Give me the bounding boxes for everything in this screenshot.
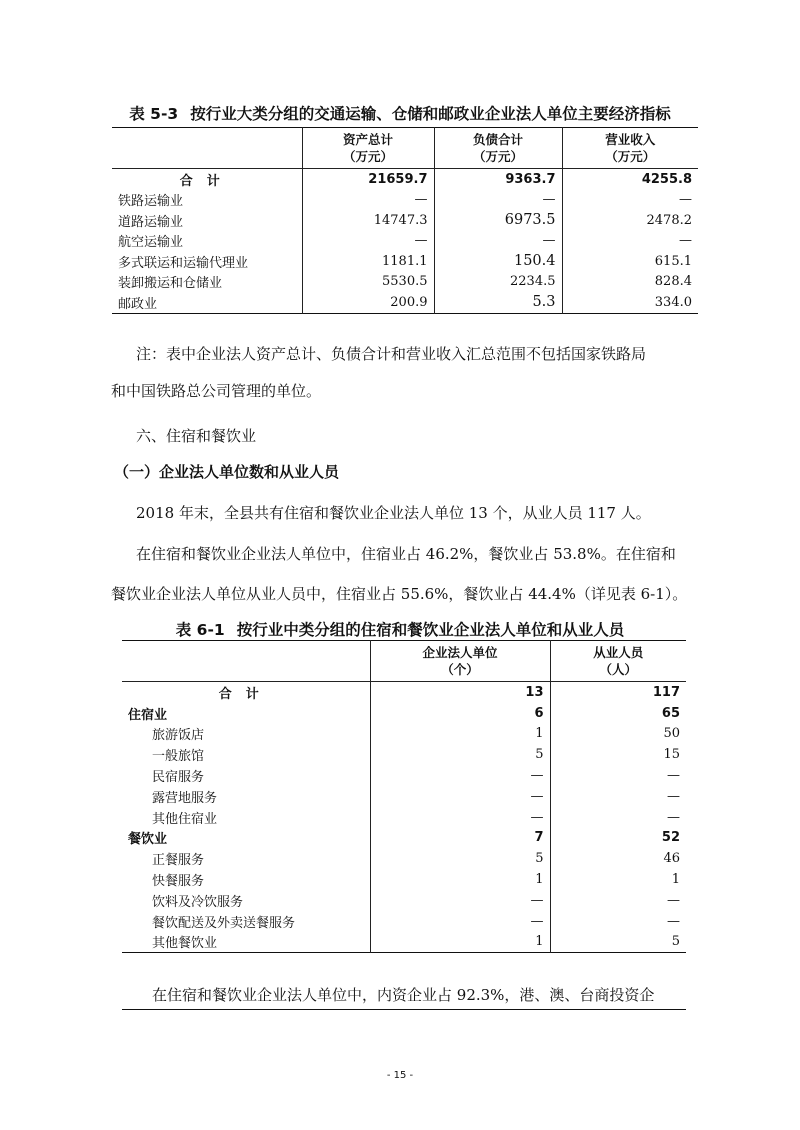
col-header-revenue: 营业收入 （万元） — [562, 128, 698, 169]
table-6-1-title: 按行业中类分组的住宿和餐饮业企业法人单位和从业人员 — [236, 621, 625, 639]
paragraph-1: 2018 年末，全县共有住宿和餐饮业企业法人单位 13 个，从业人员 117 人。 — [136, 504, 651, 522]
paragraph-2-line-2: 餐饮业企业法人单位从业人员中，住宿业占 55.6%，餐饮业占 44.4%（详见表 6-1）。 — [111, 585, 688, 603]
col-header-liabilities: 负债合计 （万元） — [434, 128, 562, 169]
note-line-2: 和中国铁路总公司管理的单位。 — [111, 382, 322, 400]
table-row: 装卸搬运和仓储业 5530.5 2234.5 828.4 — [112, 272, 698, 293]
table-total-row: 合计 13 117 — [122, 682, 686, 703]
table-5-3 — [112, 127, 698, 314]
section-heading: 六、住宿和餐饮业 — [136, 427, 257, 445]
table-6-1-caption — [0, 618, 800, 640]
table-header-row — [112, 128, 698, 169]
footnote-divider — [122, 1009, 686, 1010]
table-row: 其他住宿业 — — — [122, 807, 686, 828]
table-row: 饮料及冷饮服务 — — — [122, 890, 686, 911]
table-total-row: 合计 21659.7 9363.7 4255.8 — [112, 169, 698, 190]
table-row: 铁路运输业 — — — — [112, 190, 698, 211]
table-header-row — [122, 641, 686, 682]
table-row: 道路运输业 14747.3 6973.5 2478.2 — [112, 210, 698, 231]
table-row: 民宿服务 — — — [122, 765, 686, 786]
table-5-3-caption — [0, 102, 800, 124]
table-row: 一般旅馆 5 15 — [122, 744, 686, 765]
table-row: 餐饮配送及外卖送餐服务 — — — [122, 911, 686, 932]
note-line-1: 注：表中企业法人资产总计、负债合计和营业收入汇总范围不包括国家铁路局 — [136, 345, 647, 363]
col-header-assets: 资产总计 （万元） — [302, 128, 434, 169]
subsection-heading: （一）企业法人单位数和从业人员 — [114, 463, 340, 481]
table-row: 航空运输业 — — — — [112, 231, 698, 252]
col-header-employees: 从业人员 （人） — [550, 641, 686, 682]
table-row: 露营地服务 — — — [122, 786, 686, 807]
col-header-units: 企业法人单位 （个） — [370, 641, 550, 682]
paragraph-2-line-1: 在住宿和餐饮业企业法人单位中，住宿业占 46.2%，餐饮业占 53.8%。在住宿和 — [136, 545, 676, 563]
table-5-3-number: 表 5-3 — [129, 105, 179, 123]
header-blank — [112, 128, 302, 169]
group-row-catering: 餐饮业 7 52 — [122, 828, 686, 849]
trailing-paragraph: 在住宿和餐饮业企业法人单位中，内资企业占 92.3%，港、澳、台商投资企 — [152, 986, 655, 1004]
table-row: 正餐服务 5 46 — [122, 848, 686, 869]
table-5-3-title: 按行业大类分组的交通运输、仓储和邮政业企业法人单位主要经济指标 — [190, 105, 671, 123]
page-number: - 15 - — [386, 1070, 414, 1081]
table-row: 其他餐饮业 1 5 — [122, 932, 686, 953]
table-row: 多式联运和运输代理业 1181.1 150.4 615.1 — [112, 251, 698, 272]
group-row-accommodation: 住宿业 6 65 — [122, 703, 686, 724]
header-blank — [122, 641, 370, 682]
table-6-1 — [122, 640, 686, 953]
table-row: 旅游饭店 1 50 — [122, 724, 686, 745]
table-row: 快餐服务 1 1 — [122, 869, 686, 890]
table-row: 邮政业 200.9 5.3 334.0 — [112, 292, 698, 313]
table-6-1-number: 表 6-1 — [175, 621, 225, 639]
